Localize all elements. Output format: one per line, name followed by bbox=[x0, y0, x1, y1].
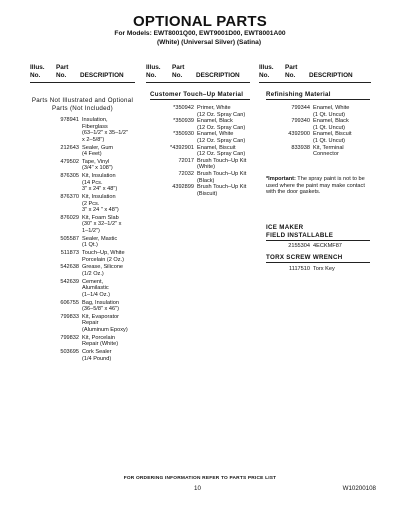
illus-no-label: No. bbox=[259, 72, 270, 79]
part-number: 876370 bbox=[60, 194, 79, 200]
part-no-label: No. bbox=[285, 72, 296, 79]
part-description: Touch–Up, White Porcelain (2 Oz.) bbox=[82, 250, 125, 263]
part-description: Enamel, Biscuit (12 Oz. Spray Can) bbox=[197, 144, 246, 158]
part-label: Part bbox=[285, 64, 298, 71]
ordering-footer: FOR ORDERING INFORMATION REFER TO PARTS PRICE LIST bbox=[123, 476, 277, 481]
part-description: Sealer, Gum (4 Feet) bbox=[82, 144, 114, 158]
part-row bbox=[60, 117, 128, 143]
part-number: 876305 bbox=[60, 173, 79, 180]
part-description: Cement, Alumilastic (1–1/4 Oz.) bbox=[82, 278, 110, 298]
part-row bbox=[60, 173, 118, 193]
part-number: 876029 bbox=[60, 214, 79, 221]
part-description: Primer, White (12 Oz. Spray Can) bbox=[197, 105, 246, 118]
part-description: Grease, Silicone (1/2 Oz.) bbox=[82, 264, 124, 277]
part-description: Kit, Terminal Connector bbox=[313, 144, 344, 158]
part-row bbox=[60, 278, 110, 299]
section-rule bbox=[266, 240, 370, 241]
part-number: *350939 bbox=[173, 118, 194, 125]
part-number: 72017 bbox=[178, 157, 194, 164]
part-number: 799344 bbox=[291, 105, 310, 111]
part-description: Tape, Vinyl (3/4" x 108") bbox=[82, 158, 113, 172]
part-row bbox=[289, 266, 335, 273]
part-number: 978941 bbox=[60, 117, 79, 123]
section-rule bbox=[266, 99, 370, 100]
part-row bbox=[288, 243, 342, 250]
header-rule bbox=[30, 82, 135, 83]
header-rule bbox=[259, 82, 371, 83]
part-row bbox=[173, 105, 246, 118]
part-description: 4ECKMF87 bbox=[313, 243, 342, 249]
part-number: 799340 bbox=[291, 118, 310, 125]
part-description: Kit, Evaporator Repair (Aluminum Epoxy) bbox=[82, 313, 128, 334]
model-list: For Models: EWT8001Q00, EWT9001D00, EWT8001A00 bbox=[114, 30, 286, 37]
part-row bbox=[60, 144, 114, 158]
part-description: Torx Key bbox=[313, 266, 335, 272]
part-row bbox=[173, 131, 246, 144]
part-row bbox=[60, 158, 113, 172]
part-row bbox=[60, 250, 125, 263]
section-rule bbox=[266, 262, 370, 263]
part-description: Kit, Insulation (14 Pcs. 3" x 24" x 48") bbox=[82, 173, 118, 193]
part-description: Sealer, Mastic (1 Qt.) bbox=[82, 235, 118, 249]
part-description: Enamel, Black (1 Qt. Uncut) bbox=[313, 118, 349, 131]
part-description: Enamel, Biscuit (1 Qt. Uncut) bbox=[313, 131, 352, 144]
part-number: 4392900 bbox=[288, 131, 310, 138]
part-label: Part bbox=[56, 64, 69, 71]
part-number: 479502 bbox=[60, 158, 79, 165]
part-no-label: No. bbox=[172, 72, 183, 79]
illus-no-label: No. bbox=[30, 72, 41, 79]
part-row bbox=[60, 194, 119, 214]
illus-no-label: No. bbox=[146, 72, 157, 79]
part-label: Part bbox=[172, 64, 185, 71]
part-row bbox=[60, 235, 118, 249]
illus-label: Illus. bbox=[146, 64, 161, 71]
part-row bbox=[60, 214, 122, 235]
description-label: DESCRIPTION bbox=[309, 72, 353, 79]
illus-label: Illus. bbox=[30, 64, 45, 71]
part-number: *350930 bbox=[173, 131, 194, 138]
part-row bbox=[170, 144, 246, 158]
section-rule bbox=[150, 99, 250, 100]
part-row bbox=[172, 184, 247, 197]
part-description: Kit, Porcelain Repair (White) bbox=[82, 334, 119, 348]
part-description: Brush Touch–Up Kit (Black) bbox=[197, 171, 247, 184]
section-heading-ice-maker: ICE MAKER FIELD INSTALLABLE bbox=[266, 224, 334, 239]
part-row bbox=[178, 171, 247, 184]
illus-label: Illus. bbox=[259, 64, 274, 71]
part-row bbox=[291, 105, 350, 118]
part-row bbox=[60, 334, 119, 348]
part-row bbox=[291, 144, 344, 158]
note-text: The spray paint is not to be used where the paint may make contact with the door gaskets. bbox=[266, 176, 365, 196]
part-row bbox=[288, 131, 352, 144]
part-number: 542638 bbox=[60, 264, 79, 271]
part-number: *4392901 bbox=[170, 144, 194, 151]
part-no-label: No. bbox=[56, 72, 67, 79]
section-heading-torx: TORX SCREW WRENCH bbox=[266, 254, 343, 261]
part-number: 212643 bbox=[60, 144, 79, 151]
part-row bbox=[60, 313, 128, 334]
model-colors: (White) (Universal Silver) (Satina) bbox=[156, 39, 262, 46]
part-number: 2155304 bbox=[288, 243, 310, 249]
note-label: *Important: bbox=[266, 176, 296, 182]
part-description: Cork Sealer (1/4 Pound) bbox=[82, 349, 112, 362]
header-rule bbox=[146, 82, 250, 83]
part-number: 606755 bbox=[60, 299, 79, 306]
page-title: OPTIONAL PARTS bbox=[133, 13, 267, 30]
section-heading-not-illustrated: Parts Not Illustrated and Optional Parts (Not Included) bbox=[31, 97, 134, 112]
part-number: 542639 bbox=[60, 278, 79, 285]
part-number: 833938 bbox=[291, 144, 310, 151]
part-description: Brush Touch–Up Kit (Biscuit) bbox=[197, 184, 247, 197]
part-description: Kit, Insulation (2 Pcs. 3" x 24 " x 48") bbox=[82, 194, 119, 214]
section-heading-touch-up: Customer Touch–Up Material bbox=[150, 91, 244, 98]
part-number: 1117510 bbox=[289, 266, 310, 272]
part-description: Enamel, White (12 Oz. Spray Can) bbox=[197, 131, 246, 144]
part-number: 4392899 bbox=[172, 184, 194, 191]
part-row bbox=[60, 349, 112, 362]
part-row bbox=[178, 157, 247, 171]
description-label: DESCRIPTION bbox=[80, 72, 124, 79]
part-description: Bag, Insulation (36–5/8" x 46") bbox=[82, 299, 120, 313]
part-number: 511873 bbox=[60, 250, 79, 257]
part-row bbox=[291, 118, 349, 131]
section-heading-refinishing: Refinishing Material bbox=[266, 91, 331, 98]
part-description: Enamel, White (1 Qt. Uncut) bbox=[313, 105, 350, 118]
part-number: 503695 bbox=[60, 349, 79, 356]
part-row bbox=[60, 299, 120, 313]
important-note bbox=[266, 176, 370, 196]
part-number: 72032 bbox=[178, 171, 194, 177]
document-number: W10200108 bbox=[342, 485, 376, 492]
part-description: Kit, Foam Slab (30" x 32–1/2" x 1–1/2") bbox=[82, 214, 122, 235]
part-row bbox=[60, 264, 124, 277]
part-description: Brush Touch–Up Kit (White) bbox=[197, 157, 247, 171]
part-number: *350942 bbox=[173, 105, 194, 111]
part-number: 505587 bbox=[60, 235, 79, 242]
part-description: Enamel, Black (12 Oz. Spray Can) bbox=[197, 118, 246, 131]
page-number: 10 bbox=[194, 485, 201, 492]
description-label: DESCRIPTION bbox=[196, 72, 240, 79]
part-row bbox=[173, 118, 246, 131]
part-number: 799833 bbox=[60, 313, 79, 320]
part-number: 799832 bbox=[60, 334, 79, 341]
part-description: Insulation, Fiberglass (63–1/2" x 35–1/2" x 2–5/8") bbox=[82, 117, 128, 143]
